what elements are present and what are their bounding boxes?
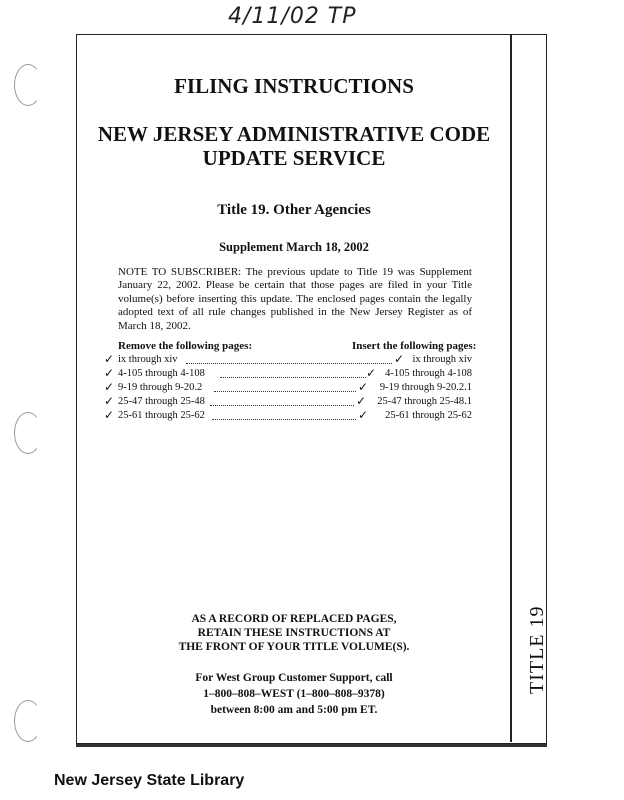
support-phone: 1–800–808–WEST (1–800–808–9378) bbox=[203, 688, 385, 700]
subscriber-note: NOTE TO SUBSCRIBER: The previous update to Title 19 was Supplement January 22, 2002. Please be certain that those pages are filed in your Title volume(s) before inserting this update. The enclosed pages contain the legally adopted text of all rule changes published in the New Jersey Register as of March 18, 2002. bbox=[118, 266, 472, 332]
leader-dots bbox=[186, 363, 392, 364]
frame-bottom-rule bbox=[76, 744, 547, 747]
insert-range: 25-61 through 25-62 bbox=[385, 410, 472, 421]
record-line-2: RETAIN THESE INSTRUCTIONS AT bbox=[197, 627, 391, 639]
check-mark-icon: ✓ bbox=[104, 352, 115, 366]
check-mark-icon: ✓ bbox=[104, 366, 115, 380]
check-mark-icon: ✓ bbox=[104, 408, 115, 422]
record-line-3: THE FRONT OF YOUR TITLE VOLUME(S). bbox=[178, 641, 410, 653]
check-mark-icon: ✓ bbox=[357, 408, 368, 422]
remove-range: 9-19 through 9-20.2 bbox=[118, 382, 203, 393]
punch-hole-bottom bbox=[14, 700, 42, 742]
filing-instructions-title: FILING INSTRUCTIONS bbox=[174, 74, 414, 98]
insert-range: 9-19 through 9-20.2.1 bbox=[379, 382, 472, 393]
leader-dots bbox=[220, 377, 366, 378]
check-mark-icon: ✓ bbox=[104, 380, 115, 394]
remove-pages-header: Remove the following pages: bbox=[118, 340, 253, 352]
punch-hole-middle bbox=[14, 412, 42, 454]
insert-range: 4-105 through 4-108 bbox=[385, 368, 472, 379]
check-mark-icon: ✓ bbox=[357, 380, 368, 394]
code-title-line2: UPDATE SERVICE bbox=[202, 146, 386, 170]
library-stamp: New Jersey State Library bbox=[54, 772, 245, 789]
check-mark-icon: ✓ bbox=[355, 394, 366, 408]
spine-label: TITLE 19 bbox=[526, 605, 548, 694]
leader-dots bbox=[210, 405, 354, 406]
leader-dots bbox=[212, 419, 356, 420]
supplement-date: Supplement March 18, 2002 bbox=[219, 240, 369, 254]
page-swap-row bbox=[104, 380, 472, 395]
check-mark-icon: ✓ bbox=[393, 352, 404, 366]
remove-range: 25-61 through 25-62 bbox=[118, 410, 205, 421]
page-swap-row bbox=[104, 352, 472, 367]
page-swap-row bbox=[104, 366, 472, 381]
support-hours: between 8:00 am and 5:00 pm ET. bbox=[210, 704, 378, 716]
code-title-line1: NEW JERSEY ADMINISTRATIVE CODE bbox=[97, 122, 491, 146]
support-line-1: For West Group Customer Support, call bbox=[195, 672, 393, 684]
remove-range: 4-105 through 4-108 bbox=[118, 368, 205, 379]
record-line-1: AS A RECORD OF REPLACED PAGES, bbox=[191, 613, 397, 625]
title-subject: Title 19. Other Agencies bbox=[217, 202, 371, 218]
check-mark-icon: ✓ bbox=[104, 394, 115, 408]
insert-range: ix through xiv bbox=[412, 354, 472, 365]
leader-dots bbox=[214, 391, 356, 392]
check-mark-icon: ✓ bbox=[365, 366, 376, 380]
remove-range: 25-47 through 25-48 bbox=[118, 396, 205, 407]
page-swap-row bbox=[104, 408, 472, 423]
punch-hole-top bbox=[14, 64, 42, 106]
handwritten-note: 4/11/02 TP bbox=[228, 4, 357, 29]
insert-range: 25-47 through 25-48.1 bbox=[377, 396, 472, 407]
page-swap-row bbox=[104, 394, 472, 409]
remove-range: ix through xiv bbox=[118, 354, 178, 365]
insert-pages-header: Insert the following pages: bbox=[352, 340, 477, 352]
